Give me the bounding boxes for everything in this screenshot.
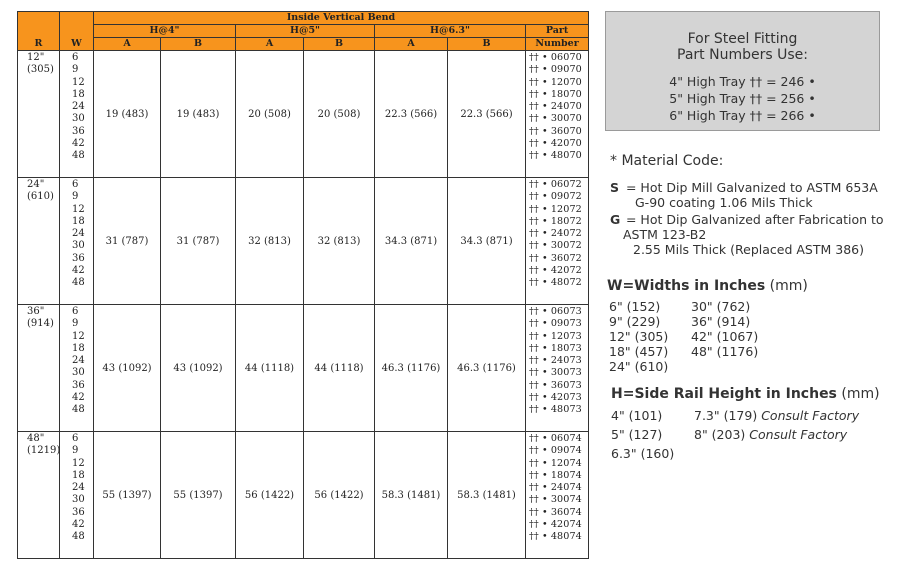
radius-cell <box>18 51 60 178</box>
dimension-h4-a: 55 (1397) <box>94 432 161 559</box>
width-value: 48 <box>72 150 85 162</box>
radius-cell <box>18 178 60 305</box>
width-value: 9 <box>72 191 79 203</box>
steel-box-title-2: Part Numbers Use: <box>677 47 808 63</box>
width-option: 9" (229) <box>609 314 661 329</box>
width-value: 42 <box>72 519 85 531</box>
steel-fitting-box <box>605 11 880 131</box>
width-value: 24 <box>72 228 85 240</box>
table-body <box>18 51 589 559</box>
table-row <box>18 178 589 305</box>
header-h4-a: A <box>94 38 161 51</box>
material-code-g-line3: 2.55 Mils Thick (Replaced ASTM 386) <box>633 242 864 257</box>
dimension-h5-b: 44 (1118) <box>304 305 375 432</box>
radius-cell <box>18 305 60 432</box>
width-value: 36 <box>72 379 85 391</box>
widths-heading <box>607 278 808 294</box>
part-number: †† • 12074 <box>529 457 582 469</box>
dimension-h4-b: 55 (1397) <box>161 432 236 559</box>
header-h5: H@5" <box>236 25 375 38</box>
steel-box-line-5in: 5" High Tray †† = 256 • <box>669 91 816 106</box>
radius-mm: (610) <box>27 191 54 203</box>
height-option: 6.3" (160) <box>611 446 675 461</box>
part-number: †† • 06073 <box>529 306 582 317</box>
radius-cell <box>18 432 60 559</box>
part-number: †† • 24072 <box>529 228 582 240</box>
width-value: 12 <box>72 76 85 88</box>
width-value: 42 <box>72 138 85 150</box>
header-h5-a: A <box>236 38 304 51</box>
width-value: 18 <box>72 88 85 100</box>
width-option: 30" (762) <box>691 299 751 314</box>
dimension-h63-b: 34.3 (871) <box>448 178 526 305</box>
part-number: †† • 48073 <box>529 404 582 416</box>
dimension-h4-a: 31 (787) <box>94 178 161 305</box>
consult-factory-note: Consult Factory <box>761 408 860 423</box>
part-number: †† • 12070 <box>529 76 582 88</box>
part-number-cell <box>526 305 589 432</box>
width-value: 6 <box>72 52 79 63</box>
dimension-h5-a: 56 (1422) <box>236 432 304 559</box>
width-value: 36 <box>72 252 85 264</box>
height-list <box>611 406 859 463</box>
part-number: †† • 06072 <box>529 179 582 190</box>
dimension-h5-b: 32 (813) <box>304 178 375 305</box>
width-value: 30 <box>72 494 85 506</box>
width-value: 12 <box>72 330 85 342</box>
width-option: 24" (610) <box>609 359 669 374</box>
width-cell <box>60 305 94 432</box>
dimension-h63-b: 46.3 (1176) <box>448 305 526 432</box>
header-h4-b: B <box>161 38 236 51</box>
width-value: 36 <box>72 506 85 518</box>
width-value: 30 <box>72 113 85 125</box>
material-code-s-line1: = Hot Dip Mill Galvanized to ASTM 653A <box>625 180 878 195</box>
width-value: 6 <box>72 433 79 444</box>
radius-inches: 48" <box>27 433 45 444</box>
bend-spec-table <box>17 11 589 559</box>
height-value: 7.3" (179) <box>694 408 758 423</box>
dimension-h63-a: 34.3 (871) <box>375 178 448 305</box>
part-number: †† • 42073 <box>529 392 582 404</box>
height-option <box>694 406 859 425</box>
dimension-h4-a: 19 (483) <box>94 51 161 178</box>
widths-column-2 <box>691 299 773 359</box>
width-value: 24 <box>72 482 85 494</box>
dimension-h5-a: 20 (508) <box>236 51 304 178</box>
dimension-h4-b: 31 (787) <box>161 178 236 305</box>
widths-column-1 <box>609 299 691 374</box>
part-number: †† • 09073 <box>529 318 582 330</box>
part-number: †† • 36072 <box>529 252 582 264</box>
width-value: 42 <box>72 392 85 404</box>
width-value: 30 <box>72 240 85 252</box>
consult-factory-note: Consult Factory <box>749 427 848 442</box>
width-value: 9 <box>72 445 79 457</box>
height-heading-unit: (mm) <box>836 386 880 402</box>
part-number: †† • 18073 <box>529 342 582 354</box>
part-number: †† • 06074 <box>529 433 582 444</box>
radius-mm: (914) <box>27 318 54 330</box>
part-number: †† • 12073 <box>529 330 582 342</box>
part-number-cell <box>526 51 589 178</box>
width-value: 12 <box>72 203 85 215</box>
material-code-g-line1: = Hot Dip Galvanized after Fabrication to <box>625 212 884 227</box>
part-number-cell <box>526 432 589 559</box>
part-number: †† • 09074 <box>529 445 582 457</box>
widths-heading-title: W=Widths in Inches <box>607 278 766 294</box>
header-inside-vertical-bend: Inside Vertical Bend <box>94 12 589 25</box>
part-number: †† • 48072 <box>529 277 582 289</box>
dimension-h63-a: 46.3 (1176) <box>375 305 448 432</box>
width-option: 6" (152) <box>609 299 661 314</box>
header-h4: H@4" <box>94 25 236 38</box>
dimension-h4-a: 43 (1092) <box>94 305 161 432</box>
width-value: 30 <box>72 367 85 379</box>
part-number: †† • 30070 <box>529 113 582 125</box>
radius-inches: 36" <box>27 306 45 317</box>
width-cell <box>60 178 94 305</box>
width-value: 24 <box>72 355 85 367</box>
material-code-s <box>610 180 906 210</box>
table-row <box>18 51 589 178</box>
header-h63-b: B <box>448 38 526 51</box>
width-value: 18 <box>72 342 85 354</box>
part-number: †† • 30072 <box>529 240 582 252</box>
radius-mm: (1219) <box>27 445 61 457</box>
material-code-g-line2: ASTM 123-B2 <box>623 227 707 242</box>
widths-list <box>609 299 773 374</box>
dimension-h4-b: 19 (483) <box>161 51 236 178</box>
width-value: 9 <box>72 64 79 76</box>
height-option <box>694 425 859 444</box>
dimension-h5-a: 32 (813) <box>236 178 304 305</box>
part-number: †† • 30073 <box>529 367 582 379</box>
width-value: 48 <box>72 404 85 416</box>
header-part: Part <box>526 25 589 38</box>
dimension-h5-a: 44 (1118) <box>236 305 304 432</box>
width-value: 48 <box>72 531 85 543</box>
header-r: R <box>18 12 60 51</box>
radius-inches: 12" <box>27 52 45 63</box>
height-column-1 <box>611 406 694 463</box>
width-option: 48" (1176) <box>691 344 759 359</box>
part-number: †† • 48070 <box>529 150 582 162</box>
width-option: 18" (457) <box>609 344 669 359</box>
part-number: †† • 18072 <box>529 215 582 227</box>
width-value: 48 <box>72 277 85 289</box>
dimension-h63-a: 22.3 (566) <box>375 51 448 178</box>
header-h5-b: B <box>304 38 375 51</box>
part-number: †† • 42074 <box>529 519 582 531</box>
width-value: 6 <box>72 306 79 317</box>
part-number: †† • 30074 <box>529 494 582 506</box>
steel-box-title-1: For Steel Fitting <box>687 31 798 47</box>
width-value: 12 <box>72 457 85 469</box>
header-h63: H@6.3" <box>375 25 526 38</box>
part-number: †† • 18070 <box>529 88 582 100</box>
table-row <box>18 305 589 432</box>
height-heading-title: H=Side Rail Height in Inches <box>611 386 837 402</box>
material-code-s-letter: S <box>610 180 620 195</box>
widths-heading-unit: (mm) <box>765 278 808 294</box>
height-value: 8" (203) <box>694 427 746 442</box>
part-number: †† • 24073 <box>529 355 582 367</box>
part-number: †† • 12072 <box>529 203 582 215</box>
height-column-2 <box>694 406 859 444</box>
width-value: 24 <box>72 101 85 113</box>
radius-mm: (305) <box>27 64 54 76</box>
steel-box-line-6in: 6" High Tray †† = 266 • <box>669 108 816 123</box>
part-number: †† • 06070 <box>529 52 582 63</box>
height-heading <box>611 386 880 402</box>
part-number: †† • 09072 <box>529 191 582 203</box>
dimension-h63-b: 22.3 (566) <box>448 51 526 178</box>
width-value: 9 <box>72 318 79 330</box>
part-number: †† • 42070 <box>529 138 582 150</box>
header-number: Number <box>526 38 589 51</box>
part-number: †† • 36074 <box>529 506 582 518</box>
material-code-g-letter: G <box>610 212 621 227</box>
width-option: 36" (914) <box>691 314 751 329</box>
width-option: 42" (1067) <box>691 329 759 344</box>
dimension-h4-b: 43 (1092) <box>161 305 236 432</box>
radius-inches: 24" <box>27 179 45 190</box>
dimension-h5-b: 20 (508) <box>304 51 375 178</box>
part-number: †† • 48074 <box>529 531 582 543</box>
part-number: †† • 42072 <box>529 265 582 277</box>
material-code-heading: * Material Code: <box>610 153 724 169</box>
part-number: †† • 36070 <box>529 125 582 137</box>
width-option: 12" (305) <box>609 329 669 344</box>
dimension-h63-a: 58.3 (1481) <box>375 432 448 559</box>
material-code-g <box>610 212 906 257</box>
width-cell <box>60 51 94 178</box>
part-number-cell <box>526 178 589 305</box>
height-option: 4" (101) <box>611 408 663 423</box>
width-value: 6 <box>72 179 79 190</box>
part-number: †† • 18074 <box>529 469 582 481</box>
table-row <box>18 432 589 559</box>
width-value: 18 <box>72 215 85 227</box>
width-value: 42 <box>72 265 85 277</box>
part-number: †† • 24074 <box>529 482 582 494</box>
material-code-s-line2: G-90 coating 1.06 Mils Thick <box>635 195 813 210</box>
part-number: †† • 09070 <box>529 64 582 76</box>
part-number: †† • 36073 <box>529 379 582 391</box>
dimension-h5-b: 56 (1422) <box>304 432 375 559</box>
header-h63-a: A <box>375 38 448 51</box>
part-number: †† • 24070 <box>529 101 582 113</box>
steel-box-line-4in: 4" High Tray †† = 246 • <box>669 74 816 89</box>
dimension-h63-b: 58.3 (1481) <box>448 432 526 559</box>
width-value: 36 <box>72 125 85 137</box>
width-cell <box>60 432 94 559</box>
header-w: W <box>60 12 94 51</box>
width-value: 18 <box>72 469 85 481</box>
height-option: 5" (127) <box>611 427 663 442</box>
